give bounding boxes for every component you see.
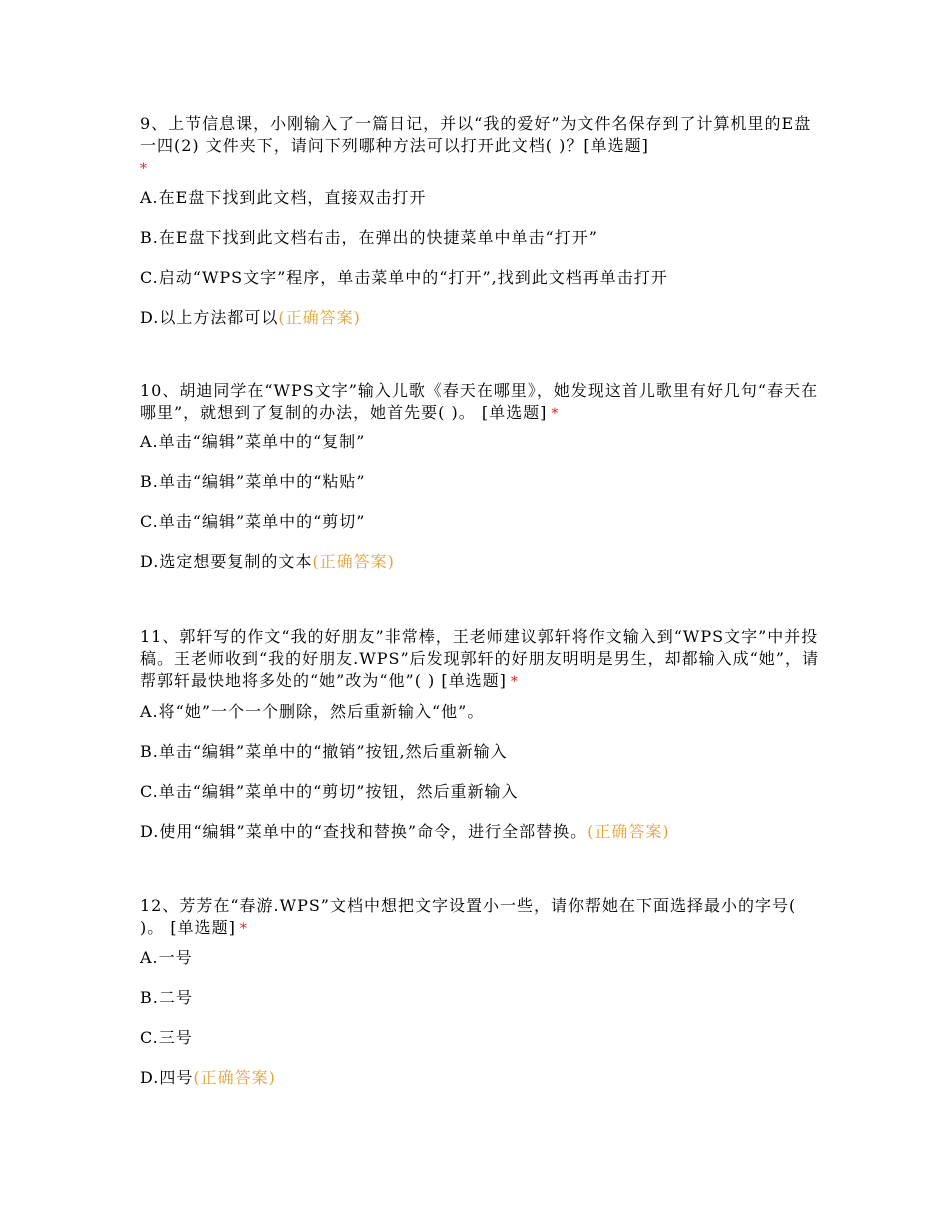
option-b: B.单击“编辑”菜单中的“撤销”按钮,然后重新输入 [140,742,508,761]
correct-answer-label: (正确答案) [312,552,395,571]
correct-answer-label: (正确答案) [193,1068,276,1087]
option-a: A.单击“编辑”菜单中的“复制” [140,432,366,451]
question-stem [140,895,820,940]
option-d-text: D.四号 [140,1068,194,1087]
required-asterisk: * [510,674,519,690]
option-a: A.一号 [140,948,193,967]
option-a: A.在E盘下找到此文档，直接双击打开 [140,188,427,207]
option-d-text: D.使用“编辑”菜单中的“查找和替换”命令，进行全部替换。 [140,822,588,841]
option-d [140,821,670,843]
question-9 [140,113,820,327]
question-11-stem-text: 11、郭轩写的作文“我的好朋友”非常棒，王老师建议郭轩将作文输入到“WPS文字”中并投稿。王老师收到“我的好朋友.WPS”后发现郭轩的好朋友明明是男生，却都输入成“她”，请帮郭轩最快地将多处的“她”改为“他”( ) [单选题] [140,627,819,690]
question-9-stem-text: 9、上节信息课，小刚输入了一篇日记，并以“我的爱好”为文件名保存到了计算机里的E盘一四(2) 文件夹下，请问下列哪种方法可以打开此文档( )？[单选题] [140,114,812,155]
question-10 [140,380,820,571]
option-d-text: D.以上方法都可以 [140,308,279,327]
option-c: C.启动“WPS文字”程序，单击菜单中的“打开”,找到此文档再单击打开 [140,268,668,287]
option-c: C.单击“编辑”菜单中的“剪切” [140,512,366,531]
required-asterisk: * [239,921,248,937]
required-asterisk: * [140,161,148,177]
option-b: B.单击“编辑”菜单中的“粘贴” [140,472,366,491]
correct-answer-label: (正确答案) [278,308,361,327]
option-c: C.三号 [140,1028,193,1047]
option-d [140,307,361,329]
question-12-stem-text: 12、芳芳在“春游.WPS”文档中想把文字设置小一些，请你帮她在下面选择最小的字号( )。 [单选题] [140,896,797,937]
option-c: C.单击“编辑”菜单中的“剪切”按钮，然后重新输入 [140,782,519,801]
question-stem [140,113,820,180]
question-stem [140,626,820,693]
required-asterisk: * [551,406,560,422]
question-stem [140,380,820,425]
option-d [140,551,395,573]
question-12 [140,895,820,1087]
option-b: B.二号 [140,988,193,1007]
option-b: B.在E盘下找到此文档右击，在弹出的快捷菜单中单击“打开” [140,228,598,247]
question-10-stem-text: 10、胡迪同学在“WPS文字”输入儿歌《春天在哪里》，她发现这首儿歌里有好几句“春天在哪里”，就想到了复制的办法，她首先要( )。 [单选题] [140,381,819,422]
option-d-text: D.选定想要复制的文本 [140,552,313,571]
correct-answer-label: (正确答案) [587,822,670,841]
option-d [140,1067,276,1089]
option-a: A.将“她”一个一个删除，然后重新输入“他”。 [140,702,485,721]
question-11 [140,626,820,841]
